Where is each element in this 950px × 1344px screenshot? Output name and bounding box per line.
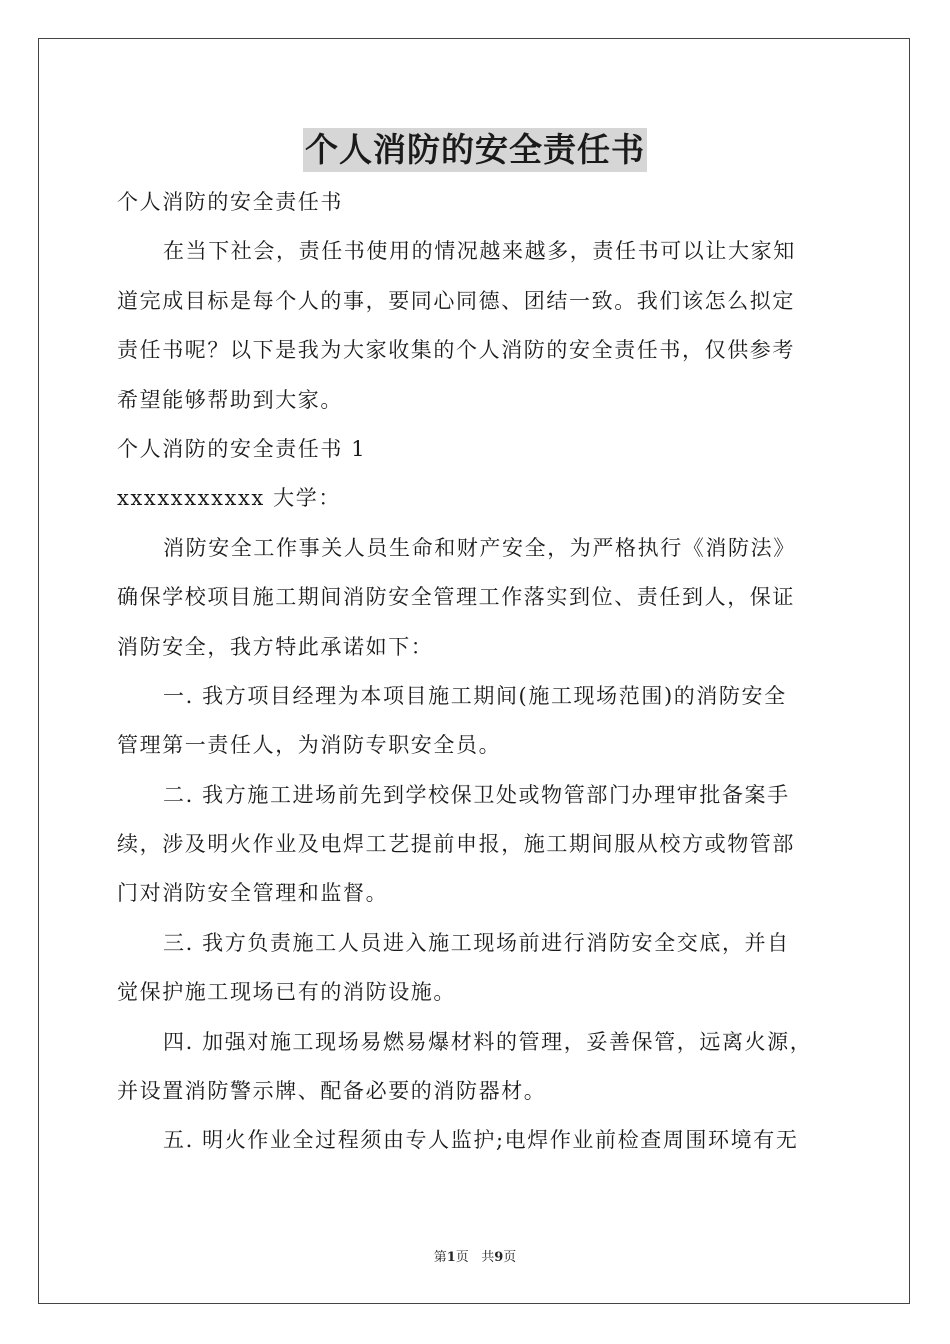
- document-title: 个人消防的安全责任书: [303, 128, 647, 172]
- text-line: 个人消防的安全责任书: [117, 190, 343, 214]
- text-line: xxxxxxxxxxx 大学：: [117, 486, 341, 511]
- title-container: [0, 128, 950, 172]
- page-number: 1: [446, 1250, 456, 1265]
- text-line: 在当下社会，责任书使用的情况越来越多，责任书可以让大家知: [163, 239, 796, 264]
- text-line: 管理第一责任人，为消防专职安全员。: [117, 733, 502, 758]
- document-body: [117, 178, 833, 1166]
- text-line: 个人消防的安全责任书 1: [117, 436, 367, 461]
- text-line: 五. 明火作业全过程须由专人监护;电焊作业前检查周围环境有无: [163, 1128, 799, 1153]
- text-line: 一. 我方项目经理为本项目施工期间(施工现场范围)的消防安全: [163, 683, 787, 708]
- text-line: 续，涉及明火作业及电焊工艺提前申报，施工期间服从校方或物管部: [117, 832, 795, 857]
- total-suffix: 页: [503, 1250, 517, 1265]
- text-line: 三. 我方负责施工人员进入施工现场前进行消防安全交底，并自: [163, 930, 790, 955]
- text-line: 消防安全工作事关人员生命和财产安全，为严格执行《消防法》: [163, 535, 796, 560]
- page-footer: [0, 1246, 950, 1265]
- text-line: 二. 我方施工进场前先到学校保卫处或物管部门办理审批备案手: [163, 782, 790, 807]
- page-suffix: 页: [455, 1250, 469, 1265]
- text-line: 希望能够帮助到大家。: [117, 387, 343, 412]
- text-line: 道完成目标是每个人的事，要同心同德、团结一致。我们该怎么拟定: [117, 288, 795, 313]
- text-line: 觉保护施工现场已有的消防设施。: [117, 980, 456, 1005]
- text-line: 责任书呢？以下是我为大家收集的个人消防的安全责任书，仅供参考: [117, 338, 795, 363]
- total-pages: 9: [494, 1250, 504, 1265]
- text-line: 确保学校项目施工期间消防安全管理工作落实到位、责任到人，保证: [117, 585, 795, 610]
- total-prefix: 共: [481, 1250, 495, 1265]
- page-prefix: 第: [433, 1250, 447, 1265]
- text-line: 消防安全，我方特此承诺如下：: [117, 634, 434, 659]
- text-line: 门对消防安全管理和监督。: [117, 881, 389, 906]
- text-line: 四. 加强对施工现场易燃易爆材料的管理，妥善保管，远离火源，: [163, 1029, 813, 1054]
- text-line: 并设置消防警示牌、配备必要的消防器材。: [117, 1079, 547, 1104]
